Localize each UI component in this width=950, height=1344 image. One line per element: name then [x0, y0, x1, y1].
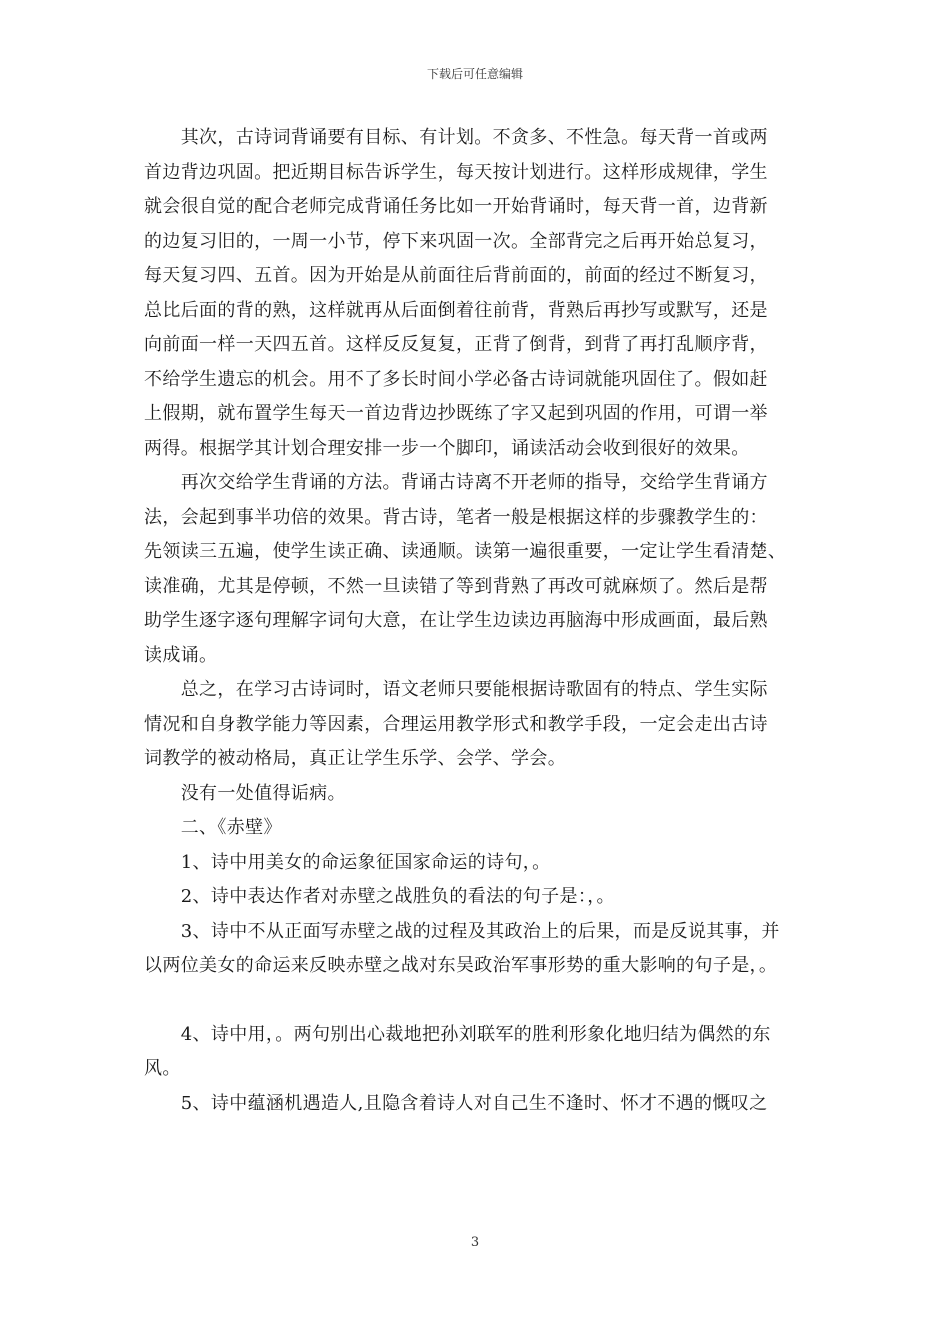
text-line: 3、诗中不从正面写赤壁之战的过程及其政治上的后果，而是反说其事，并 [144, 920, 780, 942]
text-line: 总之，在学习古诗词时，语文老师只要能根据诗歌固有的特点、学生实际 [144, 679, 768, 700]
page-header: 下载后可任意编辑 [426, 67, 523, 81]
text-line: 向前面一样一天四五首。这样反反复复，正背了倒背，到背了再打乱顺序背， [144, 334, 768, 355]
text-line: 再次交给学生背诵的方法。背诵古诗离不开老师的指导，交给学生背诵方 [144, 472, 768, 493]
text-line: 总比后面的背的熟，这样就再从后面倒着往前背，背熟后再抄写或默写，还是 [144, 299, 768, 321]
text-line: 助学生逐字逐句理解字词句大意，在让学生边读边再脑海中形成画面，最后熟 [144, 610, 768, 631]
text-line: 风。 [144, 1058, 181, 1079]
text-line: 以两位美女的命运来反映赤壁之战对东吴政治军事形势的重大影响的句子是，。 [144, 955, 778, 976]
text-line: 5、诗中蕴涵机遇造人,且隐含着诗人对自己生不逢时、怀才不遇的慨叹之 [144, 1092, 768, 1114]
text-line: 二、《赤壁》 [144, 817, 282, 838]
document-body [144, 121, 808, 1121]
paragraph-gap [144, 984, 808, 1018]
text-line: 读成诵。 [144, 644, 218, 666]
text-line: 上假期，就布置学生每天一首边背边抄既练了字又起到巩固的作用，可谓一举 [144, 403, 768, 424]
text-line: 其次，古诗词背诵要有目标、有计划。不贪多、不性急。每天背一首或两 [144, 127, 768, 148]
text-line: 读准确，尤其是停顿，不然一旦读错了等到背熟了再改可就麻烦了。然后是帮 [144, 575, 768, 597]
text-line: 就会很自觉的配合老师完成背诵任务比如一开始背诵时，每天背一首，边背新 [144, 196, 768, 217]
page-number: 3 [470, 1235, 480, 1250]
text-line: 不给学生遗忘的机会。用不了多长时间小学必备古诗词就能巩固住了。假如赶 [144, 368, 768, 390]
text-line: 先领读三五遍，使学生读正确、读通顺。读第一遍很重要，一定让学生看清楚、 [144, 541, 787, 562]
text-line: 法，会起到事半功倍的效果。背古诗，笔者一般是根据这样的步骤教学生的： [144, 506, 768, 528]
text-line: 没有一处值得诟病。 [144, 782, 346, 804]
text-line: 情况和自身教学能力等因素，合理运用教学形式和教学手段，一定会走出古诗 [144, 713, 768, 735]
text-line: 词教学的被动格局，真正让学生乐学、会学、学会。 [144, 748, 567, 769]
text-line: 1、诗中用美女的命运象征国家命运的诗句，。 [144, 851, 551, 873]
text-line: 4、诗中用，。两句别出心裁地把孙刘联军的胜利形象化地归结为偶然的东 [144, 1023, 771, 1045]
text-line: 首边背边巩固。把近期目标告诉学生，每天按计划进行。这样形成规律，学生 [144, 161, 768, 183]
text-line: 每天复习四、五首。因为开始是从前面往后背前面的，前面的经过不断复习， [144, 265, 768, 286]
text-line: 两得。根据学其计划合理安排一步一个脚印，诵读活动会收到很好的效果。 [144, 437, 750, 459]
text-line: 的边复习旧的，一周一小节，停下来巩固一次。全部背完之后再开始总复习， [144, 230, 768, 252]
text-line: 2、诗中表达作者对赤壁之战胜负的看法的句子是：，。 [144, 886, 615, 907]
